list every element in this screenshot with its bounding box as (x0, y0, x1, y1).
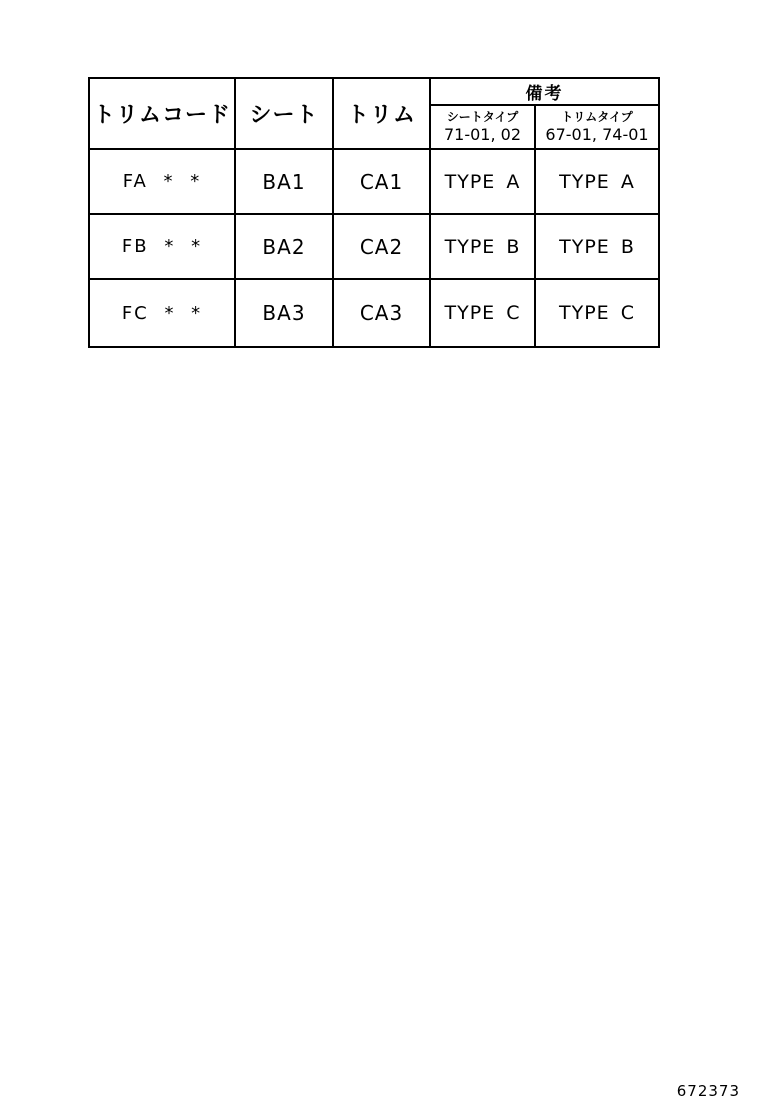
trim-type-codes: 67-01, 74-01 (545, 124, 649, 144)
cell-seat-type: TYPE B (430, 214, 535, 279)
table-row (89, 214, 659, 279)
cell-trim-code: FA * * (89, 149, 235, 214)
figure-number: 672373 (676, 1082, 740, 1100)
cell-trim-type: TYPE C (535, 279, 659, 347)
seat-type-codes: 71-01, 02 (443, 124, 522, 144)
trim-type-label: トリムタイプ (561, 109, 633, 124)
cell-seat: BA2 (235, 214, 333, 279)
table-row (89, 149, 659, 214)
header-seat: シート (235, 78, 333, 149)
table-row (89, 279, 659, 347)
cell-trim-type: TYPE A (535, 149, 659, 214)
trim-code-table (88, 77, 660, 348)
cell-seat-type: TYPE A (430, 149, 535, 214)
header-trim: トリム (333, 78, 430, 149)
cell-seat: BA3 (235, 279, 333, 347)
header-seat-type (430, 105, 535, 149)
cell-trim: CA3 (333, 279, 430, 347)
cell-trim-code: FC * * (89, 279, 235, 347)
header-remarks: 備考 (430, 78, 659, 105)
trim-code-table-container (88, 77, 658, 345)
cell-trim: CA1 (333, 149, 430, 214)
cell-seat-type: TYPE C (430, 279, 535, 347)
header-trim-type (535, 105, 659, 149)
seat-type-label: シートタイプ (446, 109, 519, 124)
cell-trim-type: TYPE B (535, 214, 659, 279)
header-trim-code: トリムコード (89, 78, 235, 149)
cell-seat: BA1 (235, 149, 333, 214)
cell-trim: CA2 (333, 214, 430, 279)
cell-trim-code: FB * * (89, 214, 235, 279)
